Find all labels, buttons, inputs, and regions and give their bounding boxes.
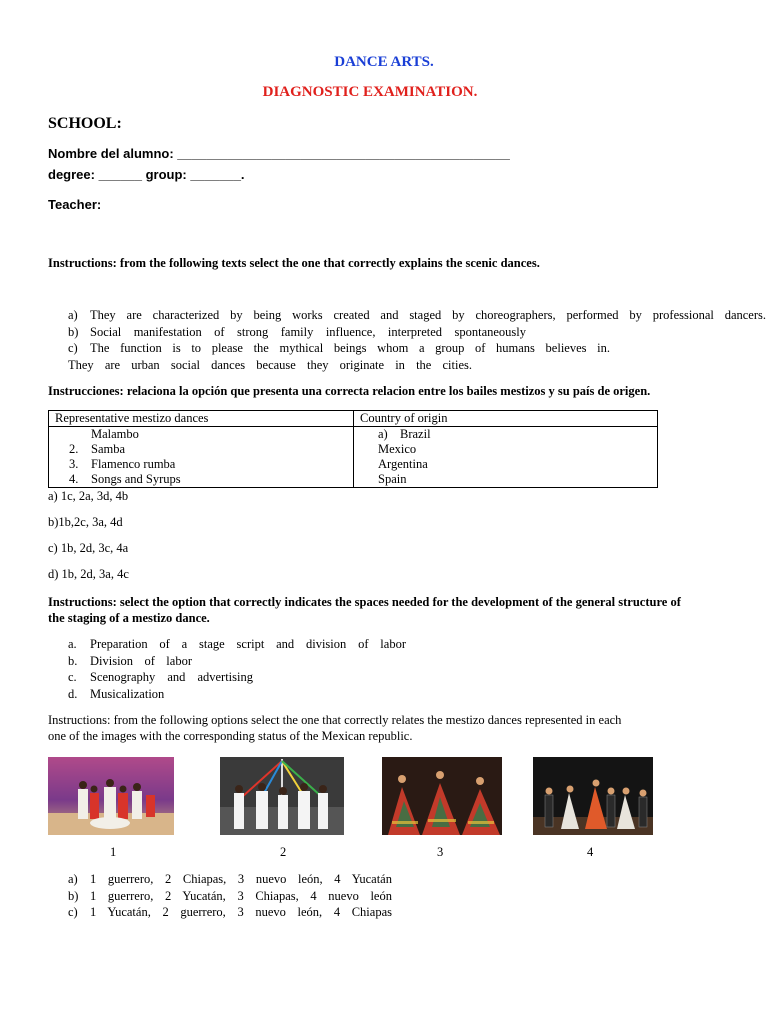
exam-subtitle: DIAGNOSTIC EXAMINATION.: [262, 84, 478, 100]
q4-option: c) 1 Yucatán, 2 guerrero, 3 nuevo león, 4 Chiapas: [68, 905, 392, 919]
country-item: Argentina: [378, 457, 428, 471]
dance-photo-1: [48, 757, 174, 835]
degree-group-line: degree: ______ group: _______.: [48, 167, 245, 182]
table-header-row: [49, 411, 658, 427]
dance-item: 3. Flamenco rumba: [69, 457, 176, 471]
country-item: a) Brazil: [378, 427, 431, 441]
country-item: Mexico: [378, 442, 417, 456]
q2-answer: c) 1b, 2d, 3c, 4a: [48, 541, 129, 555]
table-row: [49, 427, 658, 488]
q3-options: [68, 636, 406, 702]
dance-photo-3: [382, 757, 502, 835]
countries-cell: [354, 427, 658, 488]
q1-option: b) Social manifestation of strong family influence, interpreted spontaneously: [68, 324, 526, 339]
q3-option: d. Musicalization: [68, 686, 165, 701]
q4-options: [68, 871, 392, 921]
dance-photo-4: [533, 757, 653, 835]
student-name-line: Nombre del alumno: ______________________________________________: [48, 146, 510, 161]
exam-title: DANCE ARTS.: [334, 54, 434, 70]
photo-caption-2: 2: [280, 845, 287, 859]
q2-answer: b)1b,2c, 3a, 4d: [48, 515, 123, 529]
q2-instruction: Instrucciones: relaciona la opción que presenta una correcta relacion entre los bailes mestizos y su país de origen.: [48, 384, 651, 398]
photo-caption-3: 3: [437, 845, 444, 859]
q4-option: b) 1 guerrero, 2 Yucatán, 3 Chiapas, 4 nuevo león: [68, 888, 392, 903]
school-label: SCHOOL:: [48, 115, 122, 132]
q3-option: a. Preparation of a stage script and division of labor: [68, 637, 406, 651]
q3-option: b. Division of labor: [68, 653, 192, 668]
dance-item: Malambo: [91, 427, 139, 441]
q3-instruction-line2: the staging of a mestizo dance.: [48, 611, 210, 625]
q2-answer: a) 1c, 2a, 3d, 4b: [48, 489, 129, 503]
q3-option: c. Scenography and advertising: [68, 670, 253, 684]
dance-photo-2: [220, 757, 344, 835]
q1-option: They are urban social dances because they originate in the cities.: [68, 357, 472, 372]
q3-instruction-line1: Instructions: select the option that correctly indicates the spaces needed for the development of the general structure of: [48, 595, 681, 609]
table-header-cell: Representative mestizo dances: [49, 411, 354, 427]
q2-answer: d) 1b, 2d, 3a, 4c: [48, 567, 129, 581]
table-header-cell: Country of origin: [354, 411, 658, 427]
q4-instruction-line2: one of the images with the corresponding status of the Mexican republic.: [48, 729, 413, 743]
country-item: Spain: [378, 472, 407, 486]
q1-option: c) The function is to please the mythical beings whom a group of humans believes in.: [68, 341, 610, 355]
q4-option: a) 1 guerrero, 2 Chiapas, 3 nuevo león, 4 Yucatán: [68, 872, 392, 886]
dance-item: 2. Samba: [69, 442, 126, 456]
q4-instruction-line1: Instructions: from the following options select the one that correctly relates the mestizo dances represented in each: [48, 713, 622, 727]
dances-cell: [49, 427, 354, 488]
dance-item: 4. Songs and Syrups: [69, 472, 181, 486]
photo-caption-4: 4: [587, 845, 594, 859]
q1-option: a) They are characterized by being works created and staged by choreographers, performed by professional dancers.: [68, 308, 766, 322]
teacher-label: Teacher:: [48, 197, 102, 212]
q1-options: [68, 307, 766, 373]
dances-table: [48, 410, 658, 488]
q1-instruction: Instructions: from the following texts select the one that correctly explains the scenic dances.: [48, 256, 540, 270]
photo-caption-1: 1: [110, 845, 117, 859]
